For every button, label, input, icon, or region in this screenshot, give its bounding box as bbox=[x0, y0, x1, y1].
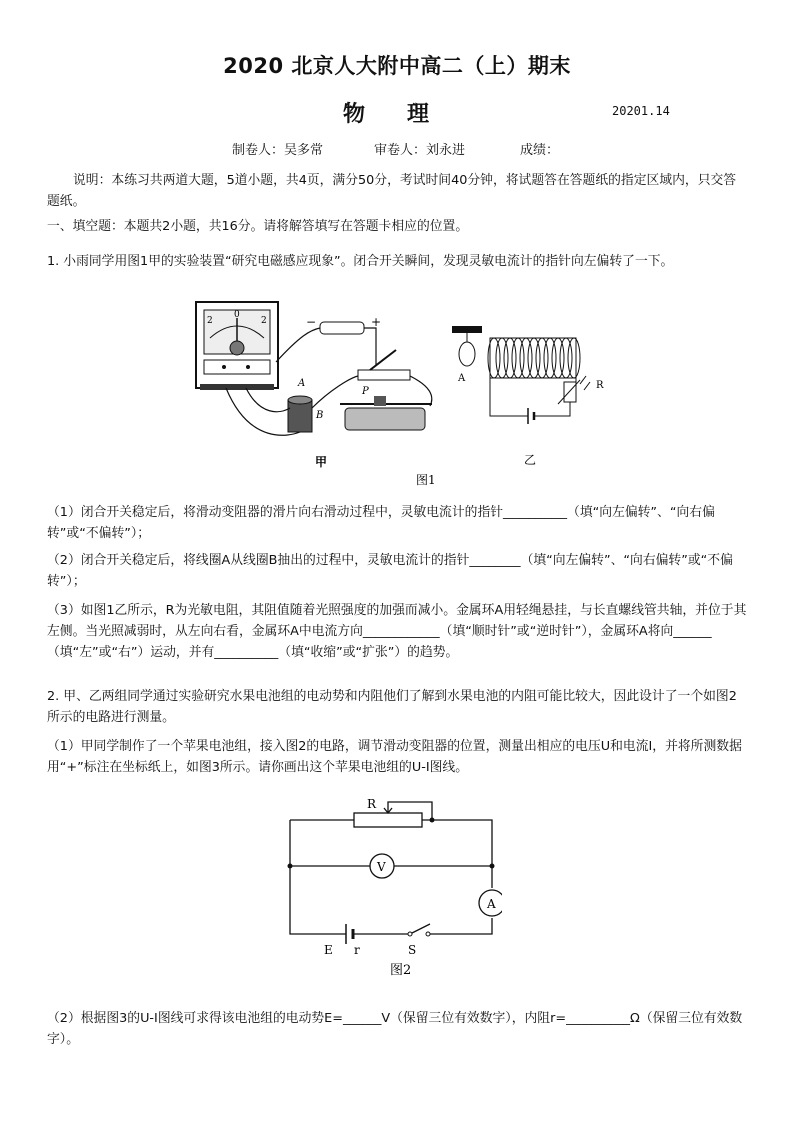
question-2-part-1: （1）甲同学制作了一个苹果电池组，接入图2的电路，调节滑动变阻器的位置，测量出相应的电压U和电流I，并将所测数据用“+”标注在坐标纸上，如图3所示。请你画出这个苹果电池组的U-I图线。 bbox=[47, 739, 742, 775]
meter-left-label: 2 bbox=[207, 316, 213, 326]
reviewer-label: 审卷人：刘永进 bbox=[374, 143, 466, 158]
exam-date: 20201.14 bbox=[612, 104, 670, 118]
page-title: 2020 北京人大附中高二（上）期末 bbox=[223, 54, 571, 78]
figure-1-yi-label: 乙 bbox=[524, 453, 537, 467]
figure-2-circuit bbox=[282, 790, 502, 980]
switch-p-label: P bbox=[362, 386, 369, 397]
author-label: 制卷人：吴多常 bbox=[232, 143, 324, 158]
circuit-r-internal-label: r bbox=[354, 943, 360, 957]
meter-right-label: 2 bbox=[261, 316, 267, 326]
figure-2-caption: 图2 bbox=[390, 963, 412, 978]
figure-1-yi bbox=[452, 326, 604, 467]
coil-a-label: A bbox=[298, 378, 306, 389]
question-1-part-2: （2）闭合开关稳定后，将线圈A从线圈B抽出的过程中，灵敏电流计的指针________（填“向左偏转”、“向右偏转”或“不偏转”）； bbox=[47, 553, 733, 589]
question-2-part-2: （2）根据图3的U-I图线可求得该电池组的电动势E=______V（保留三位有效数字），内阻r=__________Ω（保留三位有效数字）。 bbox=[47, 1011, 743, 1047]
figure-1-caption: 图1 bbox=[416, 473, 436, 487]
question-1-part-1: （1）闭合开关稳定后，将滑动变阻器的滑片向右滑动过程中，灵敏电流计的指针__________（填“向左偏转”、“向右偏转”或“不偏转”）； bbox=[47, 505, 715, 541]
switch bbox=[358, 350, 410, 397]
photoresistor-r-label: R bbox=[596, 380, 604, 391]
question-1-part-3: （3）如图1乙所示，R为光敏电阻，其阻值随着光照强度的加强而减小。金属环A用轻绳悬挂，与长直螺线管共轴，并位于其左侧。当光照减弱时，从左向右看，金属环A中电流方向____________（填“顺时针”或“逆时针”），金属环A将向______（填“左”或“右”）运动，并有__________（填“收缩”或“扩张”）的趋势。 bbox=[47, 603, 747, 660]
meter-zero-label: 0 bbox=[234, 310, 240, 320]
rheostat bbox=[340, 396, 432, 430]
figure-1 bbox=[190, 296, 610, 490]
ring-a-label: A bbox=[458, 373, 466, 384]
instructions: 说明：本练习共两道大题，5道小题，共4页，满分50分，考试时间40分钟，将试题答在答题纸的指定区域内，只交答题纸。 bbox=[47, 173, 737, 209]
subject-title: 物理 bbox=[343, 102, 472, 127]
section-1-heading: 一、填空题：本题共2小题，共16分。请将解答填写在答题卡相应的位置。 bbox=[47, 219, 469, 234]
coil-b bbox=[288, 378, 323, 432]
figure-1-jia-label: 甲 bbox=[315, 455, 328, 469]
circuit-s-label: S bbox=[408, 943, 417, 957]
voltmeter-label: V bbox=[377, 860, 386, 874]
question-1-stem: 1. 小雨同学用图1甲的实验装置“研究电磁感应现象”。闭合开关瞬间，发现灵敏电流计的指针向左偏转了一下。 bbox=[47, 254, 674, 269]
galvanometer bbox=[196, 302, 278, 390]
circuit-e-label: E bbox=[324, 943, 333, 957]
score-label: 成绩： bbox=[520, 143, 560, 158]
battery-plus-label: + bbox=[371, 315, 382, 329]
battery-minus-label: − bbox=[306, 315, 317, 329]
question-2-stem: 2. 甲、乙两组同学通过实验研究水果电池组的电动势和内阻他们了解到水果电池的内阻可能比较大，因此设计了一个如图2所示的电路进行测量。 bbox=[47, 689, 737, 725]
battery bbox=[306, 315, 381, 334]
circuit-r-label: R bbox=[367, 797, 377, 811]
coil-b-label: B bbox=[316, 410, 324, 421]
ammeter-label: A bbox=[487, 897, 496, 911]
